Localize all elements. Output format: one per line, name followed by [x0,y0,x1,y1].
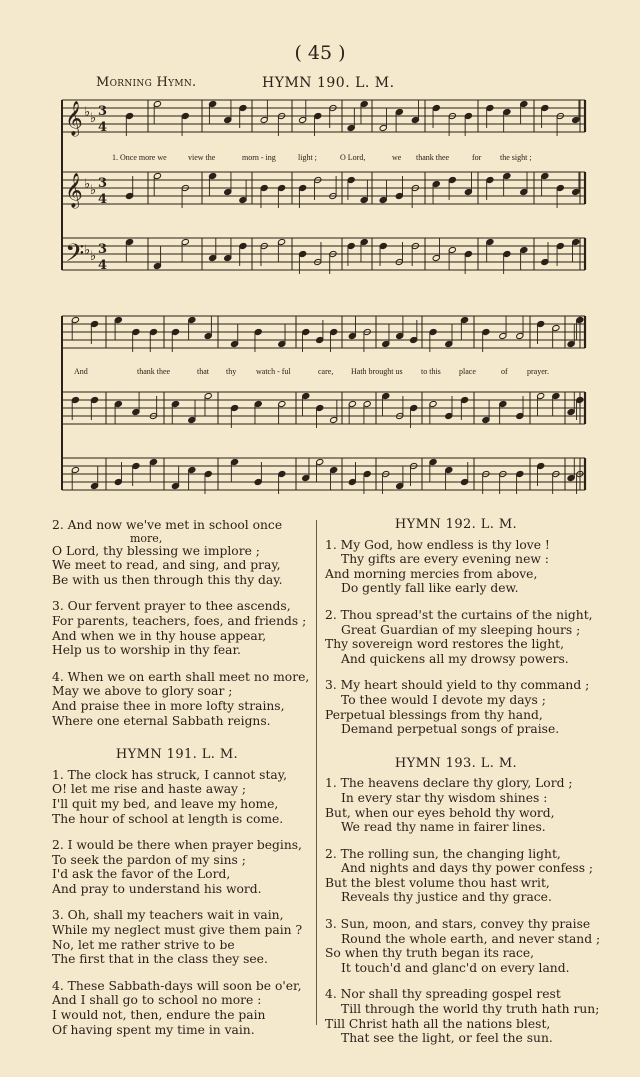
treble-clef: 𝄞 [65,173,83,208]
stanza [52,599,309,657]
lyric-syllable: light ; [298,153,317,162]
stanza [52,768,309,826]
lyric-syllable: morn - ing [242,153,276,162]
verse-line: Demand perpetual songs of praise. [341,722,560,737]
verse-line: 3. Our fervent prayer to thee ascends, [52,599,291,614]
verse-line: I would not, then, endure the pain [52,1008,266,1023]
lyric-syllable: O Lord, [340,153,366,162]
verse-line: O Lord, thy blessing we implore ; [52,543,260,558]
lyric-syllable: that [197,367,209,376]
verse-line: No, let me rather strive to be [52,937,235,952]
verse-line: But the blest volume thou hast writ, [325,875,550,890]
time-signature-top: 3 [98,242,108,257]
time-signature-bottom: 4 [98,258,108,273]
verse-line: I'd ask the favor of the Lord, [52,867,231,882]
verse-line: Where one eternal Sabbath reigns. [52,713,271,728]
time-signature-top: 3 [98,176,108,191]
lyric-syllable: view the [188,153,216,162]
verse-line: The hour of school at length is come. [52,811,284,826]
lyric-syllable: of [501,367,508,376]
verse-line: Perpetual blessings from thy hand, [325,707,543,722]
lyric-syllable: watch - ful [256,367,291,376]
verse-line: 4. These Sabbath-days will soon be o'er, [52,978,302,993]
verse-line: While my neglect must give them pain ? [52,923,303,938]
verse-line: Till through the world thy truth hath run; [341,1002,600,1017]
verse-line: But, when our eyes behold thy word, [325,805,555,820]
stanza [325,987,600,1045]
verse-line: And nights and days thy power confess ; [341,861,594,876]
lyric-line-2 [74,367,549,376]
lyric-syllable: Hath brought us [351,367,403,376]
verse-line: To seek the pardon of my sins ; [52,852,246,867]
music-score [0,0,640,500]
verse-line: O! let me rise and haste away ; [52,782,247,797]
verse-line: And pray to understand his word. [52,881,262,896]
lyric-syllable: prayer. [527,367,549,376]
verse-line: 1. My God, how endless is thy love ! [325,537,550,552]
verse-line: 2. And now we've met in school once [52,518,283,532]
verse-line: 3. Oh, shall my teachers wait in vain, [52,908,284,923]
verse-line: We meet to read, and sing, and pray, [52,558,281,573]
verse-line: Till Christ hath all the nations blest, [325,1016,551,1031]
verse-line: Help us to worship in thy fear. [52,643,241,658]
verse-line: 2. I would be there when prayer begins, [52,838,302,853]
time-signature-top: 3 [98,104,108,119]
verse-line: It touch'd and glanc'd on every land. [341,960,570,975]
verse-line: And praise thee in more lofty strains, [52,698,285,713]
verse-line: That see the light, or feel the sun. [341,1031,553,1046]
verse-line: 1. The heavens declare thy glory, Lord ; [325,776,573,791]
verse-line: 2. The rolling sun, the changing light, [325,846,561,861]
hymn-192-title: HYMN 192. L. M. [394,517,518,532]
lyric-syllable: care, [318,367,334,376]
verse-line: more, [130,531,163,545]
verse-line: And morning mercies from above, [325,566,538,581]
verse-line: Thy gifts are every evening new : [341,552,549,567]
stanza [325,776,600,834]
lyric-syllable: for [472,153,482,162]
lyric-syllable: And [74,367,88,376]
stanza [325,847,600,905]
time-signature-bottom: 4 [98,120,108,135]
verse-line: 4. Nor shall thy spreading gospel rest [325,987,561,1002]
flat-sign: ♭ [84,177,91,192]
verse-line: 4. When we on earth shall meet no more, [52,669,310,684]
verse-line: The first that in the class they see. [52,952,268,967]
verse-line: Of having spent my time in vain. [52,1022,255,1037]
verse-line: Do gently fall like early dew. [341,581,519,596]
stanza [52,670,309,728]
stanza [325,917,600,975]
lyric-syllable: the sight ; [500,153,532,162]
right-column [325,518,600,1058]
flat-sign: ♭ [90,249,97,264]
verse-line: Great Guardian of my sleeping hours ; [341,622,581,637]
lyric-line-1 [112,153,532,162]
time-signature-bottom: 4 [98,192,108,207]
stanza [325,678,600,736]
verse-line: To thee would I devote my days ; [341,692,546,707]
verse-line: And I shall go to school no more : [52,993,262,1008]
tune-name: Morning Hymn. [96,75,197,90]
hymn-191-title: HYMN 191. L. M. [115,747,239,763]
verse-line: We read thy name in fairer lines. [341,820,546,835]
verse-line: I'll quit my bed, and leave my home, [52,796,279,811]
verse-line: 3. My heart should yield to thy command ; [325,678,590,693]
stanza [52,518,309,587]
verse-line: Thy sovereign word restores the light, [325,637,565,652]
flat-sign: ♭ [84,105,91,120]
hymn-title: HYMN 190. L. M. [262,75,395,91]
left-column [52,518,309,1049]
verse-line: So when thy truth began its race, [325,946,535,961]
lyric-syllable: we [392,153,402,162]
verse-line: 3. Sun, moon, and stars, convey thy praise [325,917,591,932]
stanza [325,608,600,666]
stanza [325,538,600,596]
verse-line: And when we in thy house appear, [52,628,267,643]
flat-sign: ♭ [84,243,91,258]
lyric-syllable: thank thee [137,367,171,376]
lyric-syllable: thy [226,367,237,376]
hymn-193-title: HYMN 193. L. M. [394,755,518,771]
stanza [52,908,309,966]
lyric-syllable: thank thee [416,153,450,162]
verse-line: 2. Thou spread'st the curtains of the night, [325,607,593,622]
verse-line: And quickens all my drowsy powers. [341,651,569,666]
lyric-syllable: to this [421,367,441,376]
flat-sign: ♭ [90,111,97,126]
verse-line: Reveals thy justice and thy grace. [341,890,552,905]
stanza [52,979,309,1037]
page-number: ( 45 ) [294,42,346,64]
verse-line: In every star thy wisdom shines : [341,790,548,805]
flat-sign: ♭ [90,183,97,198]
lyric-syllable: place [459,367,476,376]
bass-clef: 𝄢 [65,239,85,274]
verse-line: 1. The clock has struck, I cannot stay, [52,767,287,782]
verse-line: For parents, teachers, foes, and friends ; [52,613,307,628]
verse-line: Be with us then through this thy day. [52,572,283,587]
stanza [52,838,309,896]
column-divider [316,520,317,1025]
verse-line: May we above to glory soar ; [52,684,233,699]
treble-clef: 𝄞 [65,101,83,136]
lyric-syllable: 1. Once more we [112,153,167,162]
verse-line: Round the whole earth, and never stand ; [341,931,601,946]
